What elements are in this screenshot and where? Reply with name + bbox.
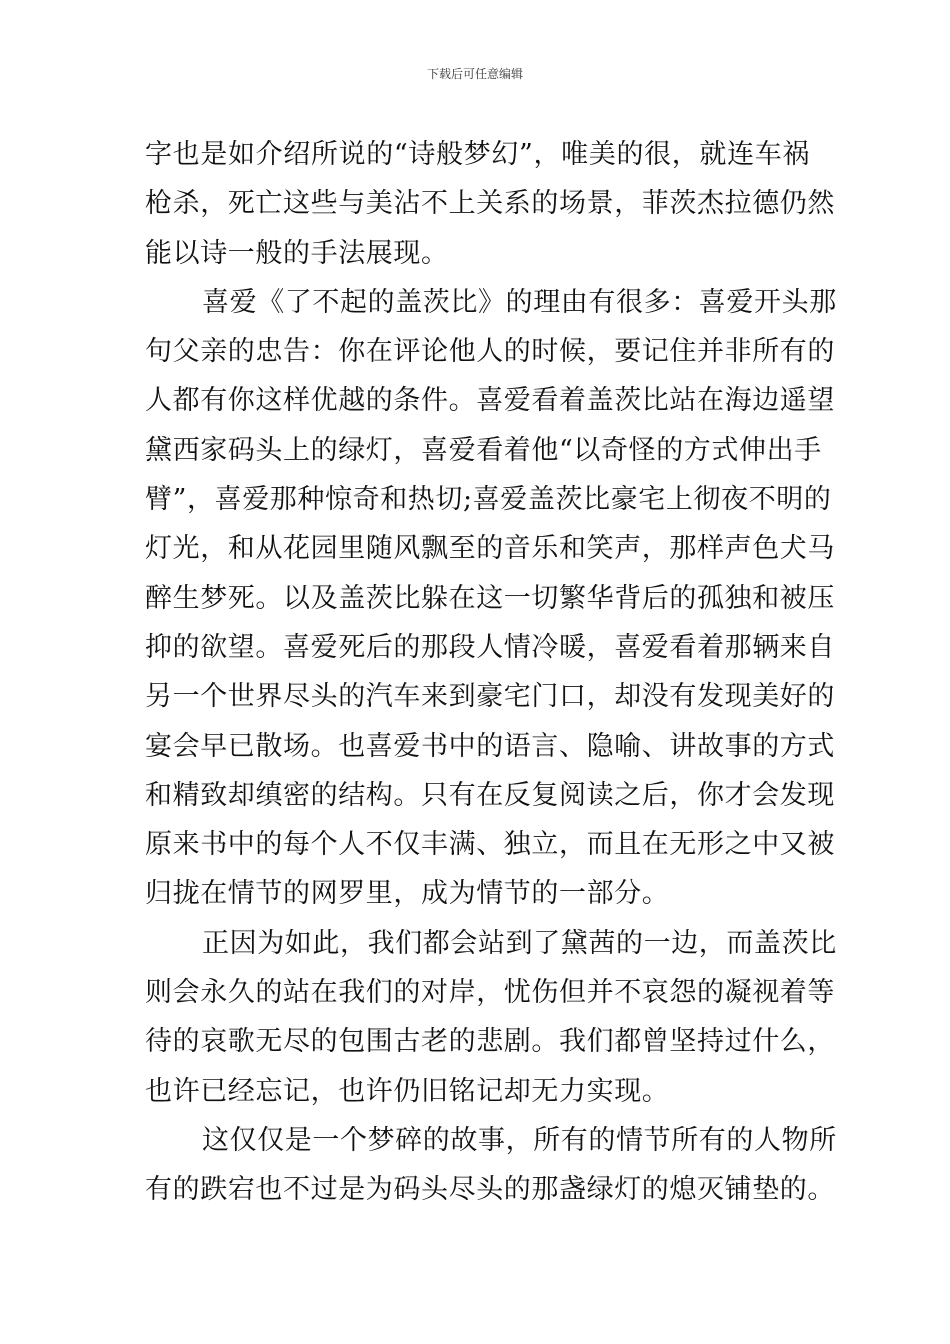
- text-line: 则会永久的站在我们的对岸，忧伤但并不哀怨的凝视着等: [145, 977, 835, 1009]
- text-line: 另一个世界尽头的汽车来到豪宅门口，却没有发现美好的: [145, 681, 835, 713]
- text-line: 抑的欲望。喜爱死后的那段人情冷暖，喜爱看着那辆来自: [145, 631, 835, 663]
- paragraph-3: [145, 919, 837, 1116]
- text-line: 正因为如此，我们都会站到了黛茜的一边，而盖茨比: [202, 927, 837, 959]
- text-line: 有的跌宕也不过是为码头尽头的那盏绿灯的熄灭铺垫的。: [145, 1174, 835, 1206]
- text-line: 黛西家码头上的绿灯，喜爱看着他“以奇怪的方式伸出手: [145, 434, 822, 466]
- paragraph-2: [145, 278, 837, 919]
- text-line: 灯光，和从花园里随风飘至的音乐和笑声，那样声色犬马: [145, 533, 835, 565]
- text-line: 这仅仅是一个梦碎的故事，所有的情节所有的人物所: [202, 1124, 837, 1156]
- text-line: 醉生梦死。以及盖茨比躲在这一切繁华背后的孤独和被压: [145, 582, 835, 614]
- page-header: 下载后可任意编辑: [426, 67, 523, 81]
- paragraph-1: [145, 130, 835, 278]
- text-line: 人都有你这样优越的条件。喜爱看着盖茨比站在海边遥望: [145, 385, 835, 417]
- text-line: 宴会早已散场。也喜爱书中的语言、隐喻、讲故事的方式: [145, 730, 835, 762]
- text-line: 句父亲的忠告：你在评论他人的时候，要记住并非所有的: [145, 336, 835, 368]
- text-line: 原来书中的每个人不仅丰满、独立，而且在无形之中又被: [145, 829, 835, 861]
- text-line: 也许已经忘记，也许仍旧铭记却无力实现。: [145, 1075, 670, 1107]
- paragraph-4: [145, 1116, 837, 1215]
- text-line: 枪杀，死亡这些与美沾不上关系的场景，菲茨杰拉德仍然: [145, 188, 835, 220]
- text-line: 归拢在情节的网罗里，成为情节的一部分。: [145, 878, 670, 910]
- text-line: 待的哀歌无尽的包围古老的悲剧。我们都曾坚持过什么，: [145, 1026, 835, 1058]
- text-line: 和精致却缜密的结构。只有在反复阅读之后，你才会发现: [145, 779, 835, 811]
- text-line: 能以诗一般的手法展现。: [145, 237, 449, 269]
- body-text: [145, 130, 837, 1215]
- text-line: 喜爱《了不起的盖茨比》的理由有很多：喜爱开头那: [202, 286, 837, 318]
- text-line: 臂”，喜爱那种惊奇和热切;喜爱盖茨比豪宅上彻夜不明的: [145, 484, 832, 516]
- text-line: 字也是如介绍所说的“诗般梦幻”，唯美的很，就连车祸: [145, 139, 810, 170]
